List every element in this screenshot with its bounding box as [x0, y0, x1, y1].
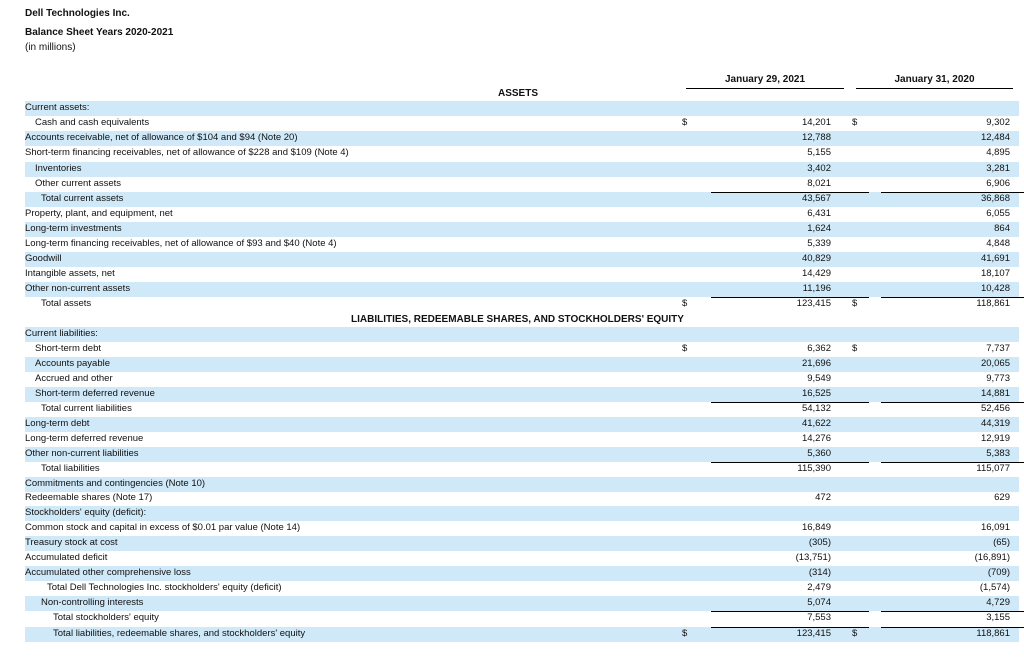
table-row — [25, 116, 1019, 131]
value-2020: 3,281 — [986, 163, 1010, 174]
value-2020: 41,691 — [980, 253, 1010, 264]
row-label: Total assets — [41, 298, 92, 309]
value-2021: 5,155 — [807, 147, 831, 158]
row-label: Commitments and contingencies (Note 10) — [25, 478, 206, 489]
subtotal-rule — [881, 297, 1024, 298]
company-name: Dell Technologies Inc. — [25, 8, 130, 19]
table-row — [25, 417, 1019, 432]
value-2021: 9,549 — [807, 373, 831, 384]
units-note: (in millions) — [25, 42, 76, 53]
subtotal-rule — [881, 611, 1024, 612]
value-2021: 43,567 — [801, 193, 831, 204]
table-row — [25, 491, 1019, 506]
table-row — [25, 566, 1019, 581]
value-2020: 14,881 — [980, 388, 1010, 399]
value-2021: 123,415 — [796, 298, 831, 309]
value-2020: 12,919 — [980, 433, 1010, 444]
value-2021: 14,429 — [801, 268, 831, 279]
value-2020: 629 — [994, 492, 1010, 503]
row-label: Short-term deferred revenue — [35, 388, 155, 399]
row-label: Total Dell Technologies Inc. stockholders' equity (deficit) — [47, 582, 282, 593]
row-label: Accumulated deficit — [25, 552, 108, 563]
column-header-2020-label: January 31, 2020 — [894, 74, 975, 85]
value-2020: 6,906 — [986, 178, 1010, 189]
row-label: Inventories — [35, 163, 82, 174]
row-label: Stockholders' equity (deficit): — [25, 507, 147, 518]
value-2020: 9,302 — [986, 117, 1010, 128]
table-row — [25, 237, 1019, 252]
value-2020: 118,861 — [976, 298, 1010, 309]
value-2021: 11,196 — [802, 283, 831, 294]
subtotal-rule — [711, 402, 869, 403]
table-row — [25, 627, 1019, 642]
row-label: Other current assets — [35, 178, 122, 189]
value-2020: 10,428 — [980, 283, 1010, 294]
table-row — [25, 131, 1019, 146]
section-assets: ASSETS — [498, 88, 539, 99]
value-2021: 8,021 — [807, 178, 831, 189]
value-2020: 12,484 — [980, 132, 1010, 143]
value-2021: 2,479 — [807, 582, 831, 593]
value-2020: 7,737 — [986, 343, 1010, 354]
value-2021: 6,431 — [807, 208, 831, 219]
subtotal-rule — [881, 402, 1024, 403]
value-2020: (16,891) — [974, 552, 1010, 563]
row-label: Other non-current liabilities — [25, 448, 139, 459]
value-2020: 3,155 — [986, 612, 1010, 623]
value-2021: 40,829 — [801, 253, 831, 264]
table-row — [25, 192, 1019, 207]
row-label: Total liabilities — [41, 463, 100, 474]
table-row — [25, 177, 1019, 192]
subtotal-rule — [711, 462, 869, 463]
statement-title: Balance Sheet Years 2020-2021 — [25, 27, 174, 38]
row-label: Long-term deferred revenue — [25, 433, 144, 444]
subtotal-rule — [881, 627, 1024, 628]
table-row — [25, 387, 1019, 402]
subtotal-rule — [711, 611, 869, 612]
value-2020: 52,456 — [980, 403, 1010, 414]
value-2021: 16,525 — [801, 388, 831, 399]
value-2020: 5,383 — [986, 448, 1010, 459]
table-row — [25, 581, 1019, 596]
subtotal-rule — [881, 462, 1024, 463]
table-row — [25, 162, 1019, 177]
value-2020: 118,861 — [976, 628, 1010, 639]
table-row — [25, 146, 1019, 161]
value-2021: 12,788 — [801, 132, 831, 143]
currency-symbol: $ — [852, 628, 858, 639]
value-2020: 16,091 — [980, 522, 1010, 533]
value-2020: 36,868 — [980, 193, 1010, 204]
value-2020: 864 — [994, 223, 1010, 234]
value-2020: 4,895 — [986, 147, 1010, 158]
row-label: Current liabilities: — [25, 328, 98, 339]
value-2020: 6,055 — [986, 208, 1010, 219]
table-row — [25, 596, 1019, 611]
table-row — [25, 432, 1019, 447]
value-2020: 20,065 — [980, 358, 1010, 369]
value-2020: 4,848 — [986, 238, 1010, 249]
table-row — [25, 447, 1019, 462]
table-row — [25, 357, 1019, 372]
row-label: Short-term financing receivables, net of allowance of $228 and $109 (Note 4) — [25, 147, 349, 158]
value-2021: 472 — [815, 492, 831, 503]
row-label: Accounts payable — [35, 358, 110, 369]
table-row — [25, 372, 1019, 387]
value-2021: (13,751) — [795, 552, 831, 563]
value-2020: (709) — [987, 567, 1010, 578]
subtotal-rule — [881, 192, 1024, 193]
value-2020: (65) — [993, 537, 1010, 548]
table-row — [25, 207, 1019, 222]
currency-symbol: $ — [852, 117, 858, 128]
value-2021: 1,624 — [807, 223, 831, 234]
subtotal-rule — [711, 192, 869, 193]
value-2021: 115,390 — [797, 463, 831, 474]
column-header-2021-rule — [686, 88, 844, 89]
row-label: Long-term investments — [25, 223, 122, 234]
table-row — [25, 252, 1019, 267]
row-label: Other non-current assets — [25, 283, 131, 294]
row-label: Treasury stock at cost — [25, 537, 118, 548]
subtotal-rule — [711, 627, 869, 628]
value-2020: 115,077 — [976, 463, 1010, 474]
table-row — [25, 521, 1019, 536]
row-label: Goodwill — [25, 253, 62, 264]
row-label: Total liabilities, redeemable shares, and stockholders' equity — [53, 628, 306, 639]
currency-symbol: $ — [682, 628, 688, 639]
table-row — [25, 402, 1019, 417]
column-header-2021-label: January 29, 2021 — [724, 74, 806, 85]
column-header-2021 — [686, 74, 844, 85]
row-label: Cash and cash equivalents — [35, 117, 150, 128]
table-row — [25, 282, 1019, 297]
row-label: Long-term debt — [25, 418, 90, 429]
value-2021: 14,276 — [801, 433, 831, 444]
table-row — [25, 462, 1019, 477]
row-label: Accrued and other — [35, 373, 113, 384]
value-2020: 44,319 — [980, 418, 1010, 429]
value-2021: 7,553 — [807, 612, 831, 623]
row-label: Short-term debt — [35, 343, 101, 354]
value-2021: 6,362 — [807, 343, 831, 354]
value-2021: 123,415 — [796, 628, 831, 639]
row-label: Redeemable shares (Note 17) — [25, 492, 153, 503]
subtotal-rule — [711, 297, 869, 298]
table-row — [25, 267, 1019, 282]
table-row — [25, 477, 1019, 492]
value-2020: 4,729 — [986, 597, 1010, 608]
value-2021: 16,849 — [801, 522, 831, 533]
value-2021: 3,402 — [807, 163, 831, 174]
value-2020: 9,773 — [986, 373, 1010, 384]
value-2020: (1,574) — [979, 582, 1010, 593]
row-label: Common stock and capital in excess of $0.01 par value (Note 14) — [25, 522, 301, 533]
value-2021: 21,696 — [801, 358, 831, 369]
table-row — [25, 327, 1019, 342]
row-label: Total current liabilities — [41, 403, 132, 414]
table-row — [25, 611, 1019, 626]
table-row — [25, 536, 1019, 551]
currency-symbol: $ — [852, 298, 858, 309]
table-row — [25, 506, 1019, 521]
row-label: Non-controlling interests — [41, 597, 144, 608]
table-row — [25, 551, 1019, 566]
table-row — [25, 101, 1019, 116]
row-label: Accumulated other comprehensive loss — [25, 567, 191, 578]
row-label: Accounts receivable, net of allowance of $104 and $94 (Note 20) — [25, 132, 298, 143]
row-label: Current assets: — [25, 102, 90, 113]
value-2021: 41,622 — [801, 418, 831, 429]
table-row — [25, 342, 1019, 357]
currency-symbol: $ — [852, 343, 858, 354]
value-2021: 5,074 — [807, 597, 831, 608]
table-row — [25, 297, 1019, 312]
row-label: Long-term financing receivables, net of allowance of $93 and $40 (Note 4) — [25, 238, 337, 249]
currency-symbol: $ — [682, 343, 688, 354]
value-2021: 5,339 — [807, 238, 831, 249]
value-2021: 54,132 — [801, 403, 831, 414]
row-label: Intangible assets, net — [25, 268, 115, 279]
column-header-2020-rule — [856, 88, 1013, 89]
value-2020: 18,107 — [980, 268, 1010, 279]
currency-symbol: $ — [682, 298, 688, 309]
section-liabilities: LIABILITIES, REDEEMABLE SHARES, AND STOCKHOLDERS' EQUITY — [351, 314, 684, 325]
row-label: Total stockholders' equity — [53, 612, 159, 623]
value-2021: (305) — [808, 537, 831, 548]
value-2021: 5,360 — [807, 448, 831, 459]
column-header-2020 — [856, 74, 1013, 85]
row-label: Property, plant, and equipment, net — [25, 208, 173, 219]
currency-symbol: $ — [682, 117, 688, 128]
value-2021: 14,201 — [801, 117, 831, 128]
value-2021: (314) — [808, 567, 831, 578]
table-row — [25, 222, 1019, 237]
row-label: Total current assets — [41, 193, 124, 204]
